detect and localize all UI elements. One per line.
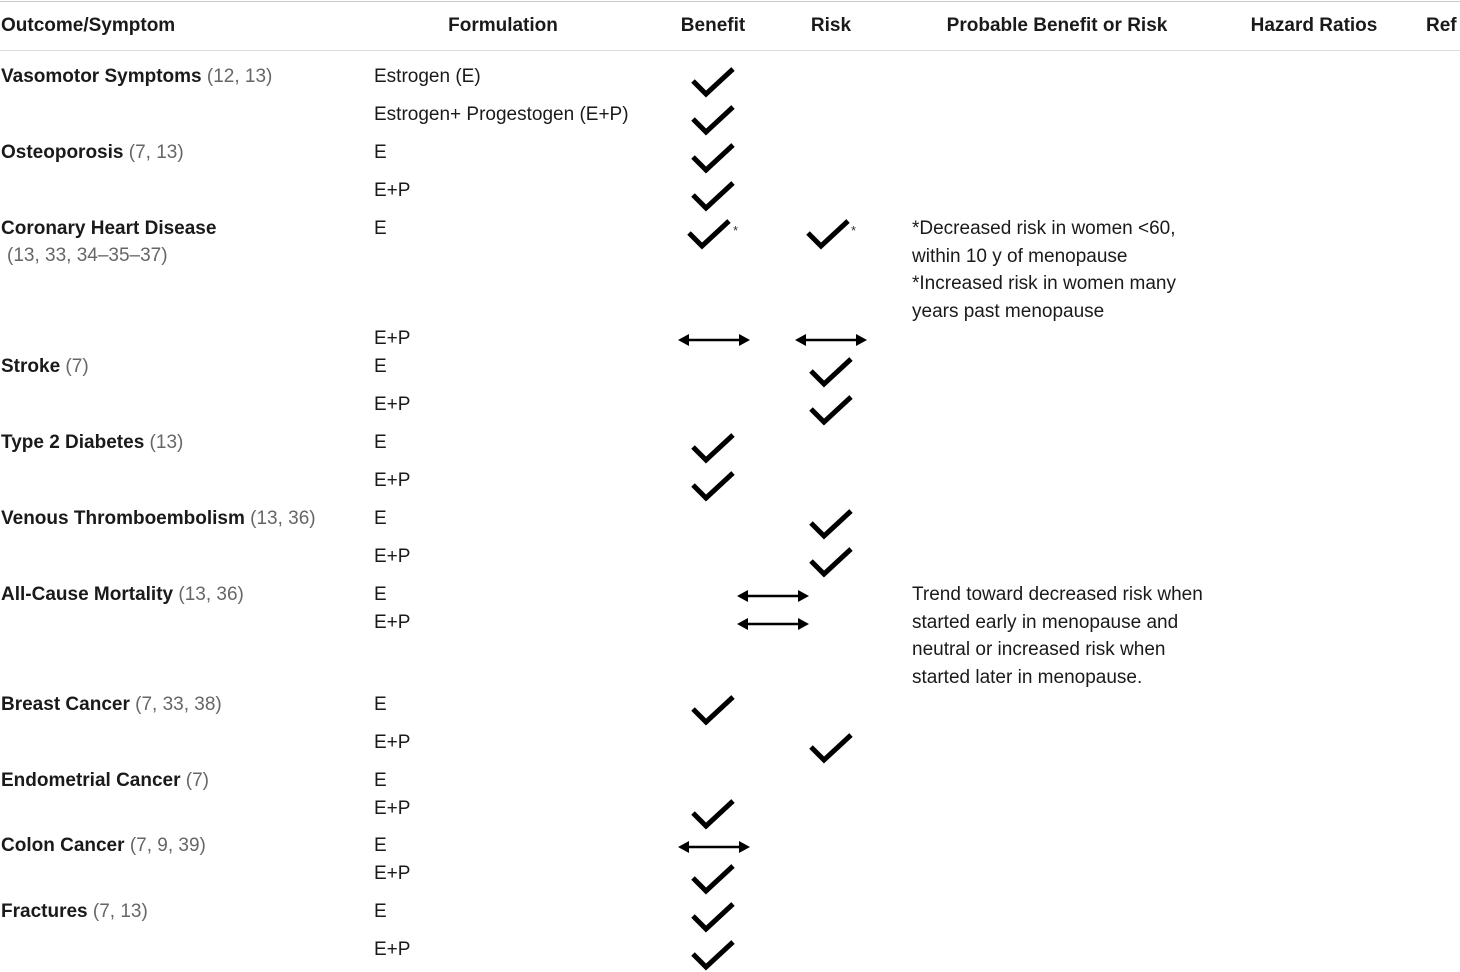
- formulation-cell: E: [374, 218, 387, 239]
- check-icon: [808, 732, 854, 766]
- check-icon: [690, 470, 736, 504]
- formulation-cell: Estrogen (E): [374, 66, 481, 87]
- check-icon: [808, 394, 854, 428]
- header-outcome: Outcome/Symptom: [1, 15, 176, 36]
- outcome-row-stroke: [1, 353, 89, 380]
- double-arrow-icon: [736, 614, 810, 634]
- formulation-cell: Estrogen+ Progestogen (E+P): [374, 104, 629, 125]
- outcome-name: Endometrial Cancer: [1, 770, 181, 791]
- outcome-name: Venous Thromboembolism: [1, 508, 245, 529]
- double-arrow-icon: [736, 586, 810, 606]
- outcome-name: All-Cause Mortality: [1, 584, 174, 605]
- check-icon: [690, 863, 736, 897]
- header-ref: Ref: [1426, 15, 1457, 36]
- outcome-refs: (12, 13): [206, 66, 273, 87]
- outcome-name: Breast Cancer: [1, 694, 130, 715]
- formulation-cell: E: [374, 901, 387, 922]
- check-icon: [690, 432, 736, 466]
- header-hazard-ratios: Hazard Ratios: [1250, 15, 1378, 36]
- outcome-row-diabetes: [1, 429, 183, 456]
- outcome-name: Stroke: [1, 356, 61, 377]
- formulation-cell: E+P: [374, 180, 411, 201]
- outcome-row-mortality: [1, 581, 244, 608]
- outcome-refs: (7): [65, 356, 89, 377]
- check-icon: [808, 508, 854, 542]
- outcome-refs: (7, 9, 39): [129, 835, 206, 856]
- mortality-note: Trend toward decreased risk when started early in menopause and neutral or increased risk when started later in menopause.: [912, 584, 1203, 688]
- header-probable: Probable Benefit or Risk: [946, 15, 1168, 36]
- outcome-refs: (7): [185, 770, 210, 791]
- formulation-cell: E: [374, 142, 387, 163]
- outcome-refs: (7, 33, 38): [135, 694, 222, 715]
- outcome-name: Coronary Heart Disease: [1, 218, 217, 239]
- formulation-cell: E: [374, 584, 387, 605]
- formulation-cell: E: [374, 356, 387, 377]
- check-icon: [690, 104, 736, 138]
- formulation-cell: E+P: [374, 798, 411, 819]
- check-icon: [686, 218, 732, 252]
- chd-note-increased: *Increased risk in women many years past menopause: [912, 273, 1176, 322]
- check-icon: [690, 939, 736, 972]
- formulation-cell: E: [374, 432, 387, 453]
- check-icon: [690, 798, 736, 832]
- outcome-row-fractures: [1, 898, 148, 925]
- check-icon: [690, 66, 736, 100]
- header-risk: Risk: [810, 15, 852, 36]
- check-icon: [808, 546, 854, 580]
- outcome-name: Colon Cancer: [1, 835, 125, 856]
- formulation-cell: E+P: [374, 939, 411, 960]
- outcome-name: Fractures: [1, 901, 88, 922]
- outcome-refs: (13, 36): [178, 584, 244, 605]
- outcome-refs: (13, 36): [250, 508, 316, 529]
- check-icon: [690, 901, 736, 935]
- outcome-row-colon-cancer: [1, 832, 206, 859]
- check-icon: [690, 142, 736, 176]
- table-top-rule: [0, 1, 1460, 2]
- formulation-cell: E: [374, 694, 387, 715]
- formulation-cell: E: [374, 770, 387, 791]
- outcome-row-vasomotor: [1, 63, 272, 90]
- double-arrow-icon: [677, 837, 751, 857]
- header-rule: [0, 50, 1460, 51]
- formulation-cell: E: [374, 508, 387, 529]
- check-icon: [690, 694, 736, 728]
- double-arrow-icon: [677, 330, 751, 350]
- formulation-cell: E: [374, 835, 387, 856]
- outcome-refs: (13): [149, 432, 184, 453]
- outcome-row-chd: [1, 215, 216, 269]
- outcome-row-endometrial-cancer: [1, 767, 209, 794]
- formulation-cell: E+P: [374, 328, 411, 349]
- outcome-refs: (7, 13): [128, 142, 184, 163]
- check-icon: [805, 218, 851, 252]
- outcome-name: Osteoporosis: [1, 142, 124, 163]
- footnote-star: *: [733, 223, 739, 238]
- chd-note-decreased: *Decreased risk in women <60, within 10 y of menopause: [912, 218, 1176, 267]
- outcome-refs: (7, 13): [92, 901, 148, 922]
- footnote-star: *: [851, 223, 857, 238]
- header-benefit: Benefit: [680, 15, 746, 36]
- formulation-cell: E+P: [374, 546, 411, 567]
- outcome-name: Vasomotor Symptoms: [1, 66, 202, 87]
- check-icon: [808, 356, 854, 390]
- formulation-cell: E+P: [374, 612, 411, 633]
- double-arrow-icon: [794, 330, 868, 350]
- formulation-cell: E+P: [374, 470, 411, 491]
- outcome-name: Type 2 Diabetes: [1, 432, 145, 453]
- check-icon: [690, 180, 736, 214]
- formulation-cell: E+P: [374, 394, 411, 415]
- outcome-row-osteoporosis: [1, 139, 184, 166]
- outcome-row-vte: [1, 505, 316, 532]
- outcome-refs: (13, 33, 34–35–37): [7, 245, 168, 266]
- formulation-cell: E+P: [374, 863, 411, 884]
- formulation-cell: E+P: [374, 732, 411, 753]
- header-formulation: Formulation: [448, 15, 558, 36]
- outcome-row-breast-cancer: [1, 691, 222, 718]
